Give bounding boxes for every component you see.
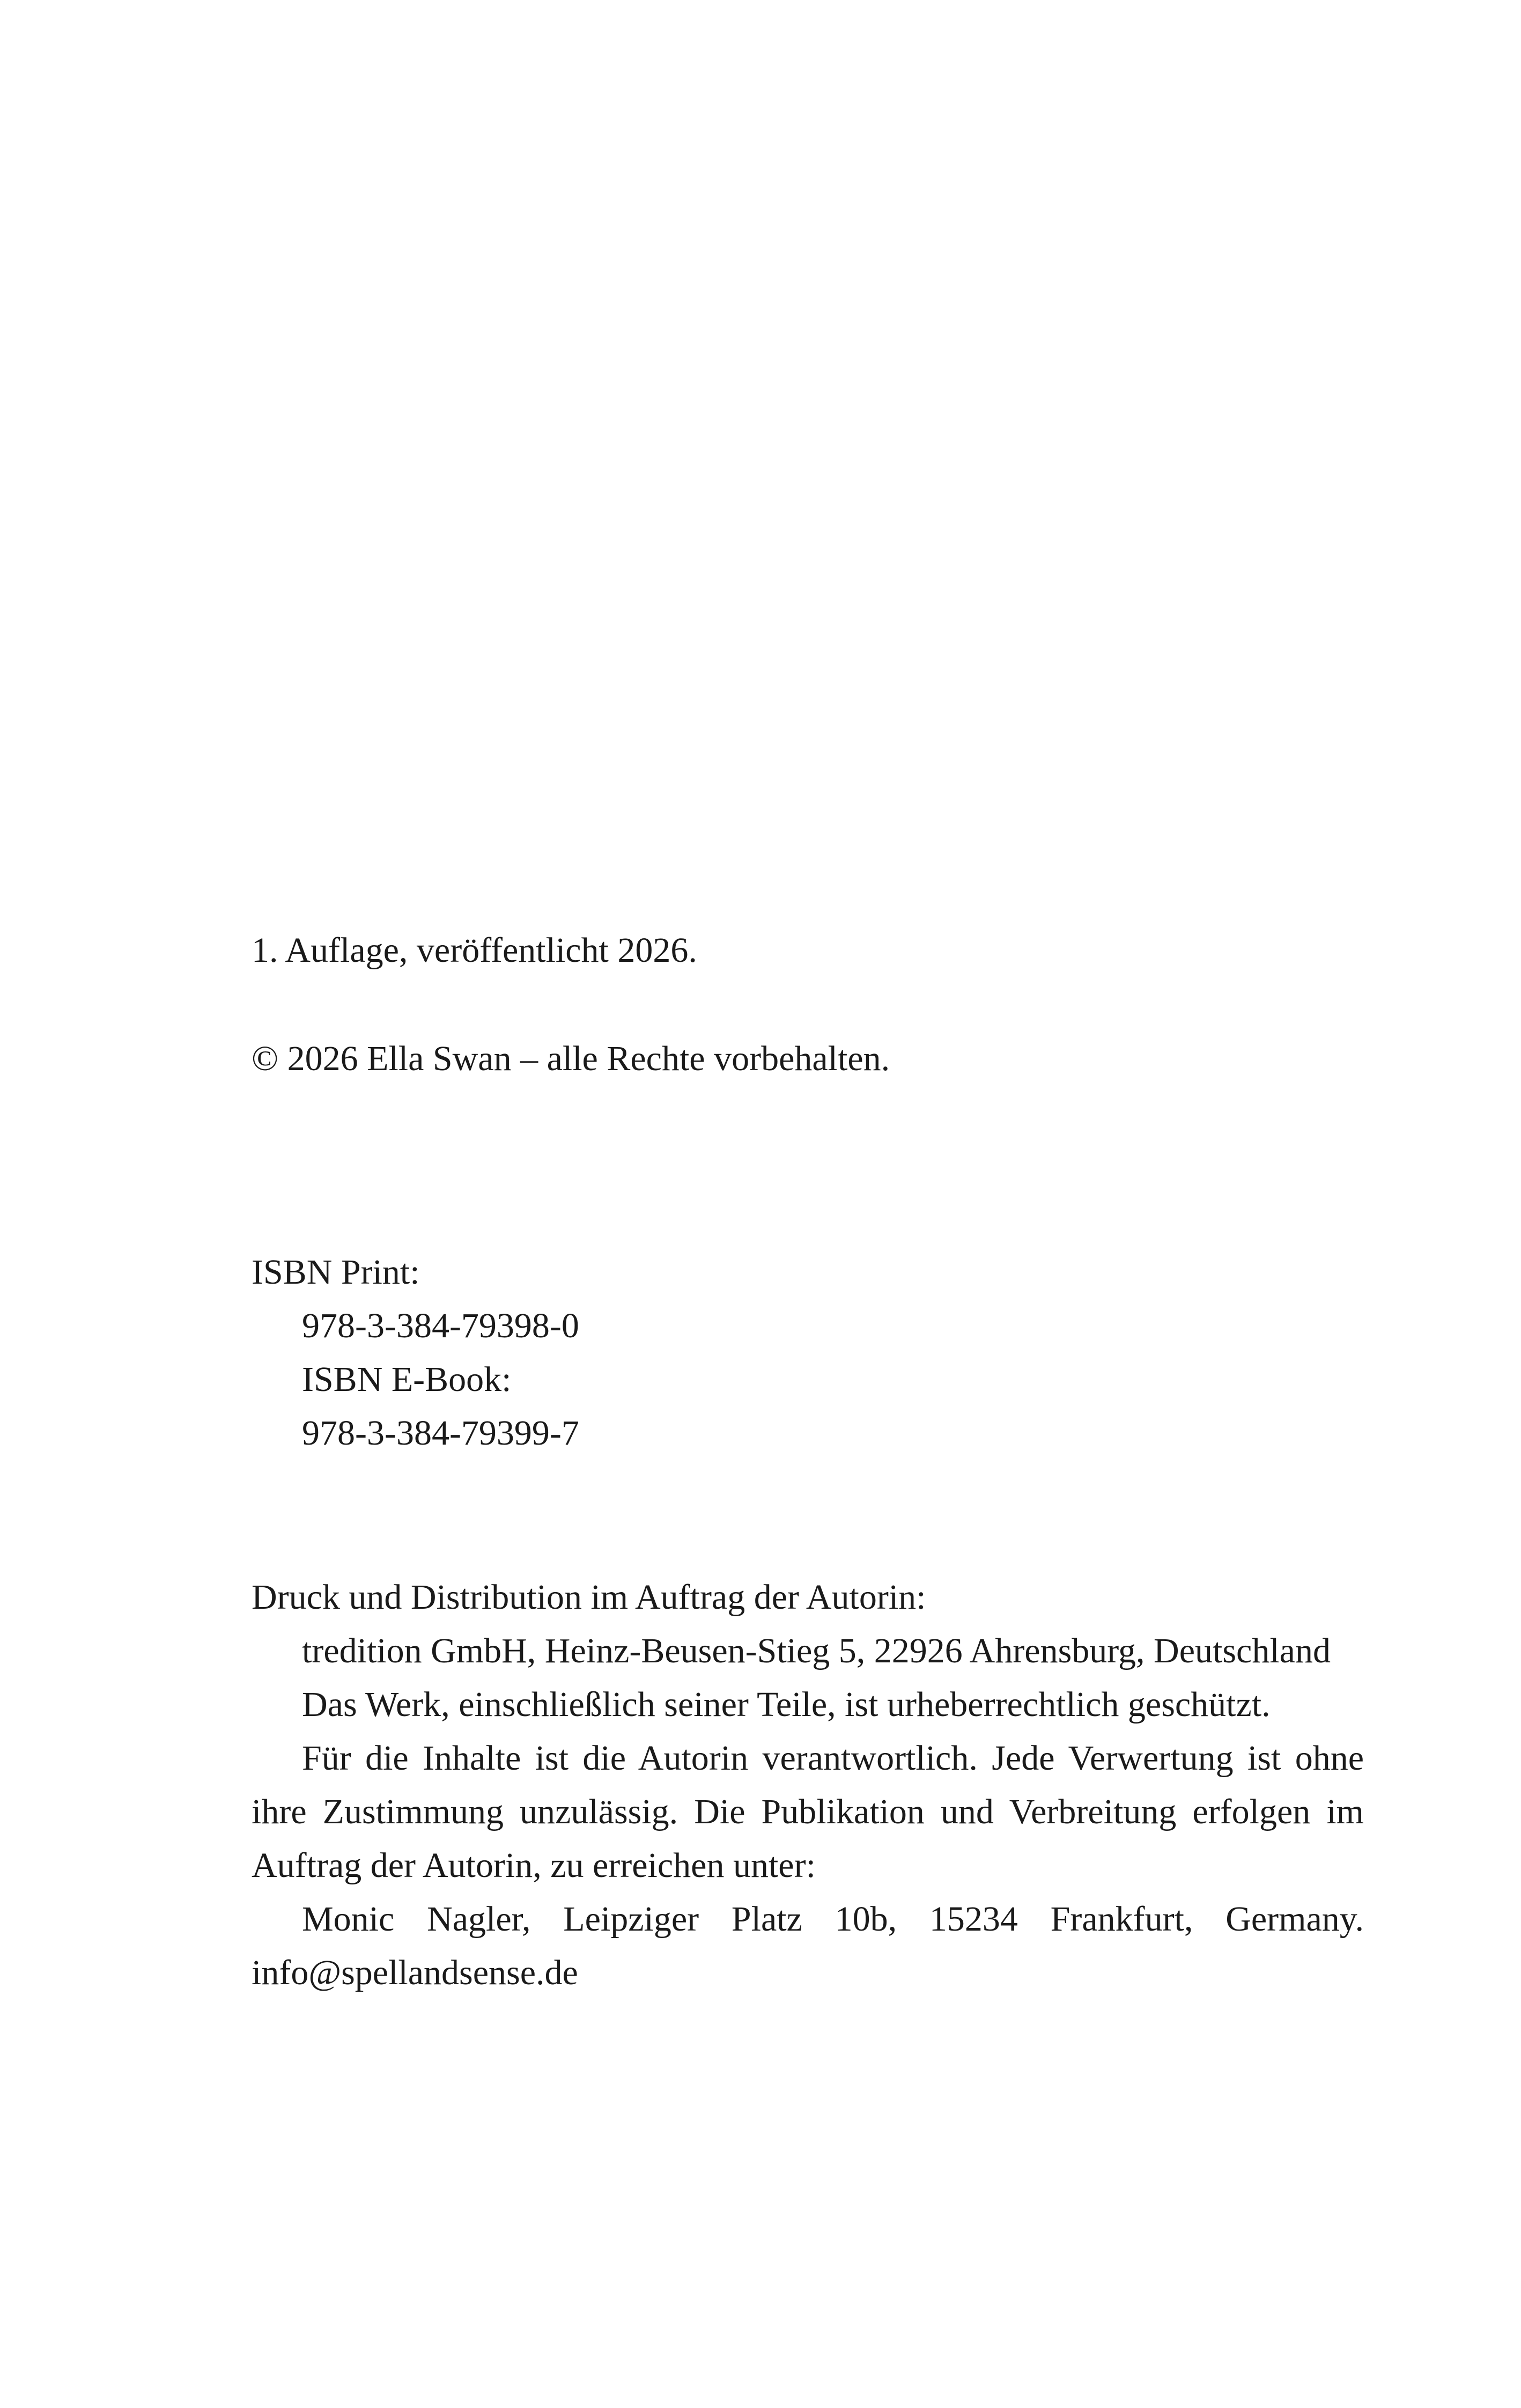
isbn-section [252,1246,1364,1460]
copyright-section [252,1032,1364,1086]
publisher-address: tredition GmbH, Heinz-Beusen-Stieg 5, 22926 Ahrensburg, Deutschland [302,1631,1331,1670]
distribution-heading: Druck und Distribution im Auftrag der Autorin: [252,1578,926,1617]
edition-line: 1. Auflage, veröffentlicht 2026. [252,931,697,970]
isbn-ebook-label: ISBN E-Book: [302,1360,512,1399]
copyright-notice: Das Werk, einschließlich seiner Teile, ist urheberrechtlich geschützt. [302,1685,1271,1724]
distribution-section [252,1571,1364,2000]
isbn-print-number: 978-3-384-79398-0 [302,1306,579,1345]
copyright-line: © 2026 Ella Swan – alle Rechte vorbehalten. [252,1039,890,1078]
isbn-ebook-number: 978-3-384-79399-7 [302,1413,579,1453]
isbn-print-label: ISBN Print: [252,1253,420,1292]
edition-section [252,924,1364,977]
contact-address: Monic Nagler, Leipziger Platz 10b, 15234 Frankfurt, Germany. info@spellandsense.de [252,1899,1364,1992]
responsibility-paragraph: Für die Inhalte ist die Autorin verantwortlich. Jede Verwertung ist ohne ihre Zustimmung unzulässig. Die Publikation und Verbreitung erfolgen im Auftrag der Autorin, zu erreichen unter: [252,1739,1364,1885]
